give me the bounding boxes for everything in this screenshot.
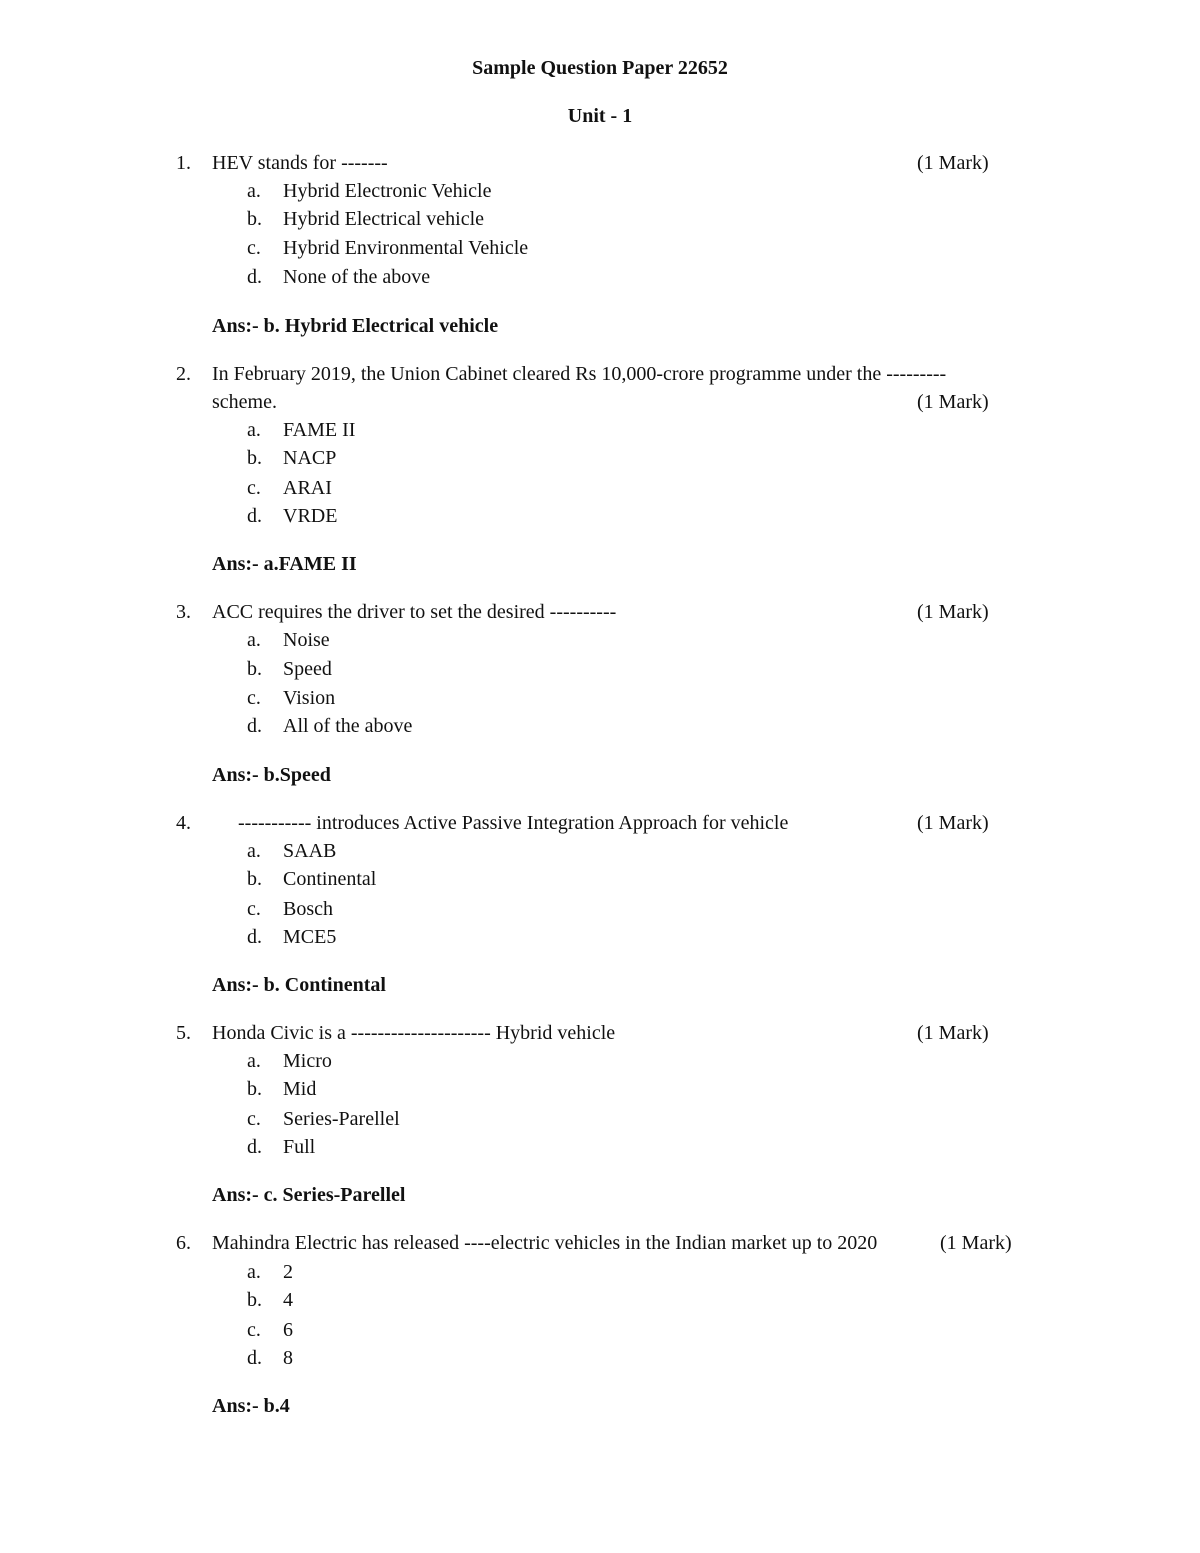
option-letter: d. [247, 1136, 262, 1158]
option-text: Noise [283, 629, 330, 651]
option-letter: b. [247, 447, 262, 469]
option-text: MCE5 [283, 926, 337, 948]
option-text: 4 [283, 1289, 293, 1311]
paper-title: Sample Question Paper 22652 [472, 57, 728, 79]
option-letter: c. [247, 1108, 261, 1130]
option-text: 8 [283, 1347, 293, 1369]
option-letter: a. [247, 419, 261, 441]
question-text: HEV stands for ------- [212, 152, 388, 174]
answer-line: Ans:- b. Hybrid Electrical vehicle [212, 315, 499, 337]
option-letter: a. [247, 1261, 261, 1283]
option-text: Hybrid Environmental Vehicle [283, 237, 529, 259]
answer-line: Ans:- a.FAME II [212, 553, 357, 575]
option-letter: d. [247, 926, 262, 948]
option-letter: c. [247, 687, 261, 709]
question-text-continued: scheme. [212, 391, 277, 413]
option-letter: b. [247, 658, 262, 680]
option-text: Full [283, 1136, 316, 1158]
question-text: In February 2019, the Union Cabinet cleared Rs 10,000-crore programme under the --------- [212, 363, 947, 385]
question-text: Honda Civic is a --------------------- Hybrid vehicle [212, 1022, 616, 1044]
question-number: 4. [176, 812, 191, 834]
option-letter: a. [247, 180, 261, 202]
question-text: Mahindra Electric has released ----electric vehicles in the Indian market up to 2020 [212, 1232, 878, 1254]
option-text: Continental [283, 868, 377, 890]
question-marks: (1 Mark) [917, 601, 989, 623]
question-text: ACC requires the driver to set the desired ---------- [212, 601, 617, 623]
question-number: 1. [176, 152, 191, 174]
question-number: 5. [176, 1022, 191, 1044]
option-text: FAME II [283, 419, 356, 441]
option-letter: b. [247, 868, 262, 890]
option-text: VRDE [283, 505, 338, 527]
option-letter: c. [247, 477, 261, 499]
answer-line: Ans:- c. Series-Parellel [212, 1184, 406, 1206]
option-text: 2 [283, 1261, 293, 1283]
option-text: Hybrid Electronic Vehicle [283, 180, 492, 202]
question-marks: (1 Mark) [917, 152, 989, 174]
option-text: 6 [283, 1319, 293, 1341]
option-text: Bosch [283, 898, 333, 920]
answer-line: Ans:- b.Speed [212, 764, 331, 786]
question-marks: (1 Mark) [940, 1232, 1012, 1254]
option-text: ARAI [283, 477, 332, 499]
question-marks: (1 Mark) [917, 812, 989, 834]
question-number: 2. [176, 363, 191, 385]
option-text: Micro [283, 1050, 332, 1072]
option-text: Vision [283, 687, 336, 709]
question-number: 6. [176, 1232, 191, 1254]
option-text: Mid [283, 1078, 317, 1100]
option-letter: d. [247, 266, 262, 288]
option-letter: b. [247, 1078, 262, 1100]
answer-line: Ans:- b.4 [212, 1395, 290, 1417]
option-letter: d. [247, 715, 262, 737]
option-text: NACP [283, 447, 337, 469]
option-letter: c. [247, 237, 261, 259]
question-text: ----------- introduces Active Passive Integration Approach for vehicle [238, 812, 789, 834]
option-letter: a. [247, 840, 261, 862]
option-text: Series-Parellel [283, 1108, 400, 1130]
option-text: None of the above [283, 266, 431, 288]
question-marks: (1 Mark) [917, 1022, 989, 1044]
option-text: Hybrid Electrical vehicle [283, 208, 485, 230]
option-letter: a. [247, 1050, 261, 1072]
option-letter: c. [247, 1319, 261, 1341]
option-text: Speed [283, 658, 332, 680]
answer-line: Ans:- b. Continental [212, 974, 386, 996]
option-letter: a. [247, 629, 261, 651]
question-number: 3. [176, 601, 191, 623]
option-letter: c. [247, 898, 261, 920]
option-letter: d. [247, 505, 262, 527]
option-text: SAAB [283, 840, 337, 862]
option-letter: d. [247, 1347, 262, 1369]
unit-heading: Unit - 1 [567, 105, 633, 127]
option-letter: b. [247, 1289, 262, 1311]
question-marks: (1 Mark) [917, 391, 989, 413]
option-text: All of the above [283, 715, 413, 737]
option-letter: b. [247, 208, 262, 230]
